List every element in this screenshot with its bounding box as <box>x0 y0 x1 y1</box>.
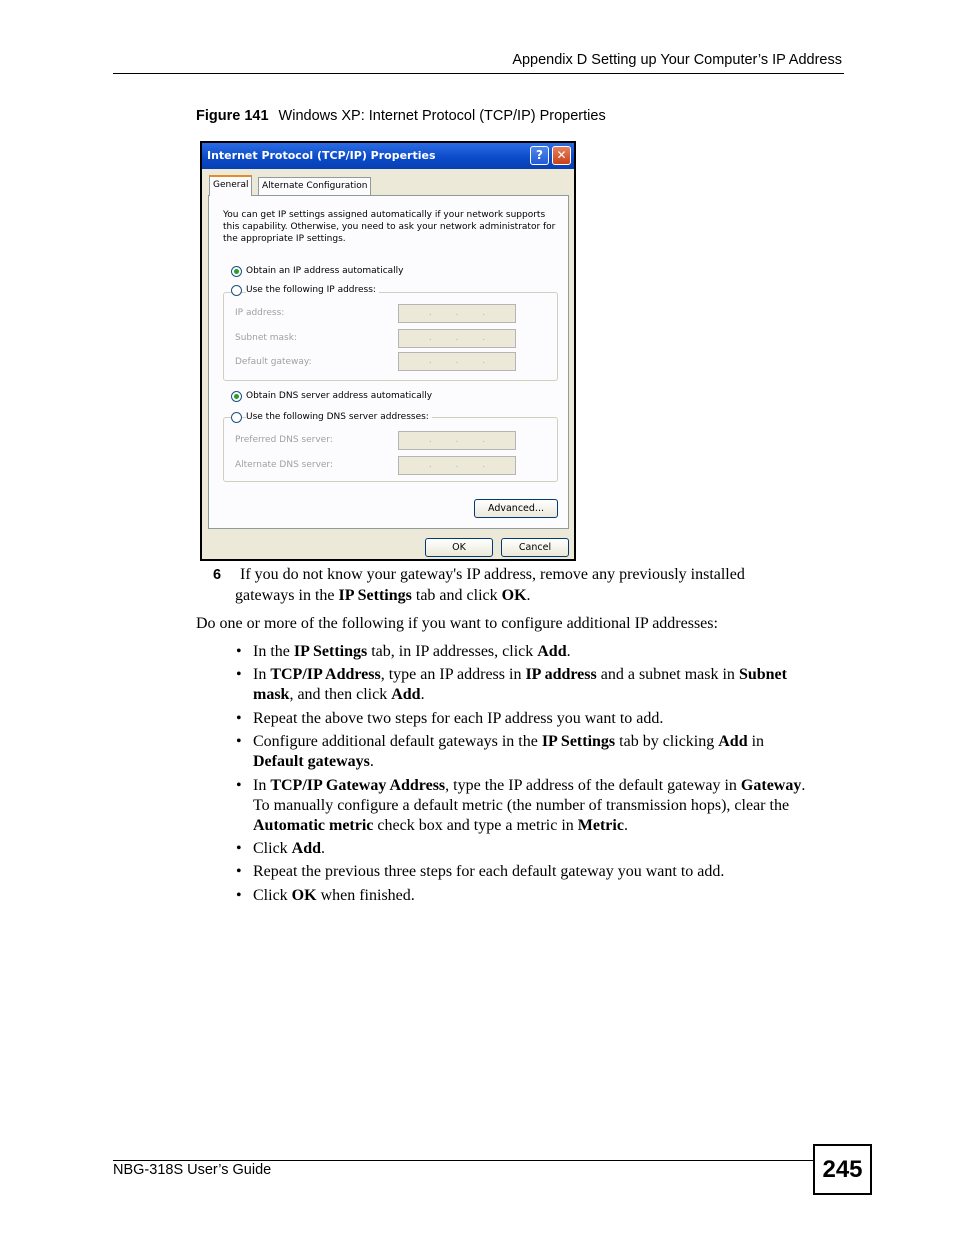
help-icon[interactable]: ? <box>530 146 549 165</box>
dns-manual-label: Use the following DNS server addresses: <box>246 411 432 423</box>
instruction-list <box>236 642 836 909</box>
default-gateway-field: . . . <box>398 352 516 371</box>
ip-manual-label: Use the following IP address: <box>246 284 379 296</box>
preferred-dns-field: . . . <box>398 431 516 450</box>
list-item: • In the IP Settings tab, in IP addresses, click Add. <box>236 642 836 662</box>
running-header: Appendix D Setting up Your Computer’s IP Address <box>512 52 842 68</box>
tcpip-properties-dialog <box>200 141 576 561</box>
intro-line-3: the appropriate IP settings. <box>223 234 346 244</box>
subnet-mask-label: Subnet mask: <box>235 333 297 343</box>
figure-caption <box>196 108 606 124</box>
dns-auto-radio[interactable] <box>231 391 242 402</box>
preferred-dns-label: Preferred DNS server: <box>235 435 333 445</box>
alternate-dns-label: Alternate DNS server: <box>235 460 334 470</box>
step-number: 6 <box>213 567 222 583</box>
dns-auto-label: Obtain DNS server address automatically <box>246 391 433 401</box>
figure-title: Windows XP: Internet Protocol (TCP/IP) Properties <box>278 108 606 124</box>
header-rule <box>113 73 844 74</box>
dns-manual-radio[interactable] <box>231 412 242 423</box>
figure-label: Figure 141 <box>196 108 269 124</box>
default-gateway-label: Default gateway: <box>235 357 312 367</box>
list-item: • Click Add. <box>236 839 836 859</box>
ip-auto-label: Obtain an IP address automatically <box>246 266 404 276</box>
advanced-button[interactable]: Advanced... <box>474 499 558 518</box>
cancel-button[interactable]: Cancel <box>501 538 569 557</box>
tab-alternate-configuration[interactable]: Alternate Configuration <box>258 177 371 195</box>
tab-general[interactable]: General <box>209 175 252 196</box>
ok-button[interactable]: OK <box>425 538 493 557</box>
list-item: • Click OK when finished. <box>236 886 836 906</box>
footer-rule <box>113 1160 813 1161</box>
list-item: • Repeat the previous three steps for each default gateway you want to add. <box>236 862 836 882</box>
dialog-titlebar[interactable] <box>202 143 574 169</box>
ip-manual-radio[interactable] <box>231 285 242 296</box>
intro-line-1: You can get IP settings assigned automatically if your network supports <box>223 210 546 220</box>
list-item: • Configure additional default gateways in the IP Settings tab by clicking Add in Default gateways. <box>236 732 836 772</box>
list-item: • Repeat the above two steps for each IP address you want to add. <box>236 709 836 729</box>
intro-line-2: this capability. Otherwise, you need to ask your network administrator for <box>223 222 556 232</box>
footer-guide-title: NBG-318S User’s Guide <box>113 1162 272 1178</box>
page-number: 245 <box>813 1144 872 1195</box>
ip-address-field: . . . <box>398 304 516 323</box>
intro-paragraph: Do one or more of the following if you want to configure additional IP addresses: <box>196 615 718 632</box>
list-item: • In TCP/IP Gateway Address, type the IP address of the default gateway in Gateway. To manually configure a default metric (the number of transmission hops), clear the Automatic metric check box and type a metric in Metric. <box>236 776 836 836</box>
subnet-mask-field: . . . <box>398 329 516 348</box>
ip-address-label: IP address: <box>235 308 285 318</box>
step-6-line-1: If you do not know your gateway's IP address, remove any previously installed <box>240 566 745 583</box>
general-tab-panel <box>208 195 569 529</box>
dialog-title: Internet Protocol (TCP/IP) Properties <box>207 149 436 162</box>
ip-auto-radio[interactable] <box>231 266 242 277</box>
step-6-line-2: gateways in the IP Settings tab and click OK. <box>235 587 531 604</box>
alternate-dns-field: . . . <box>398 456 516 475</box>
list-item: • In TCP/IP Address, type an IP address in IP address and a subnet mask in Subnet mask, and then click Add. <box>236 665 836 705</box>
close-icon[interactable]: ✕ <box>552 146 571 165</box>
